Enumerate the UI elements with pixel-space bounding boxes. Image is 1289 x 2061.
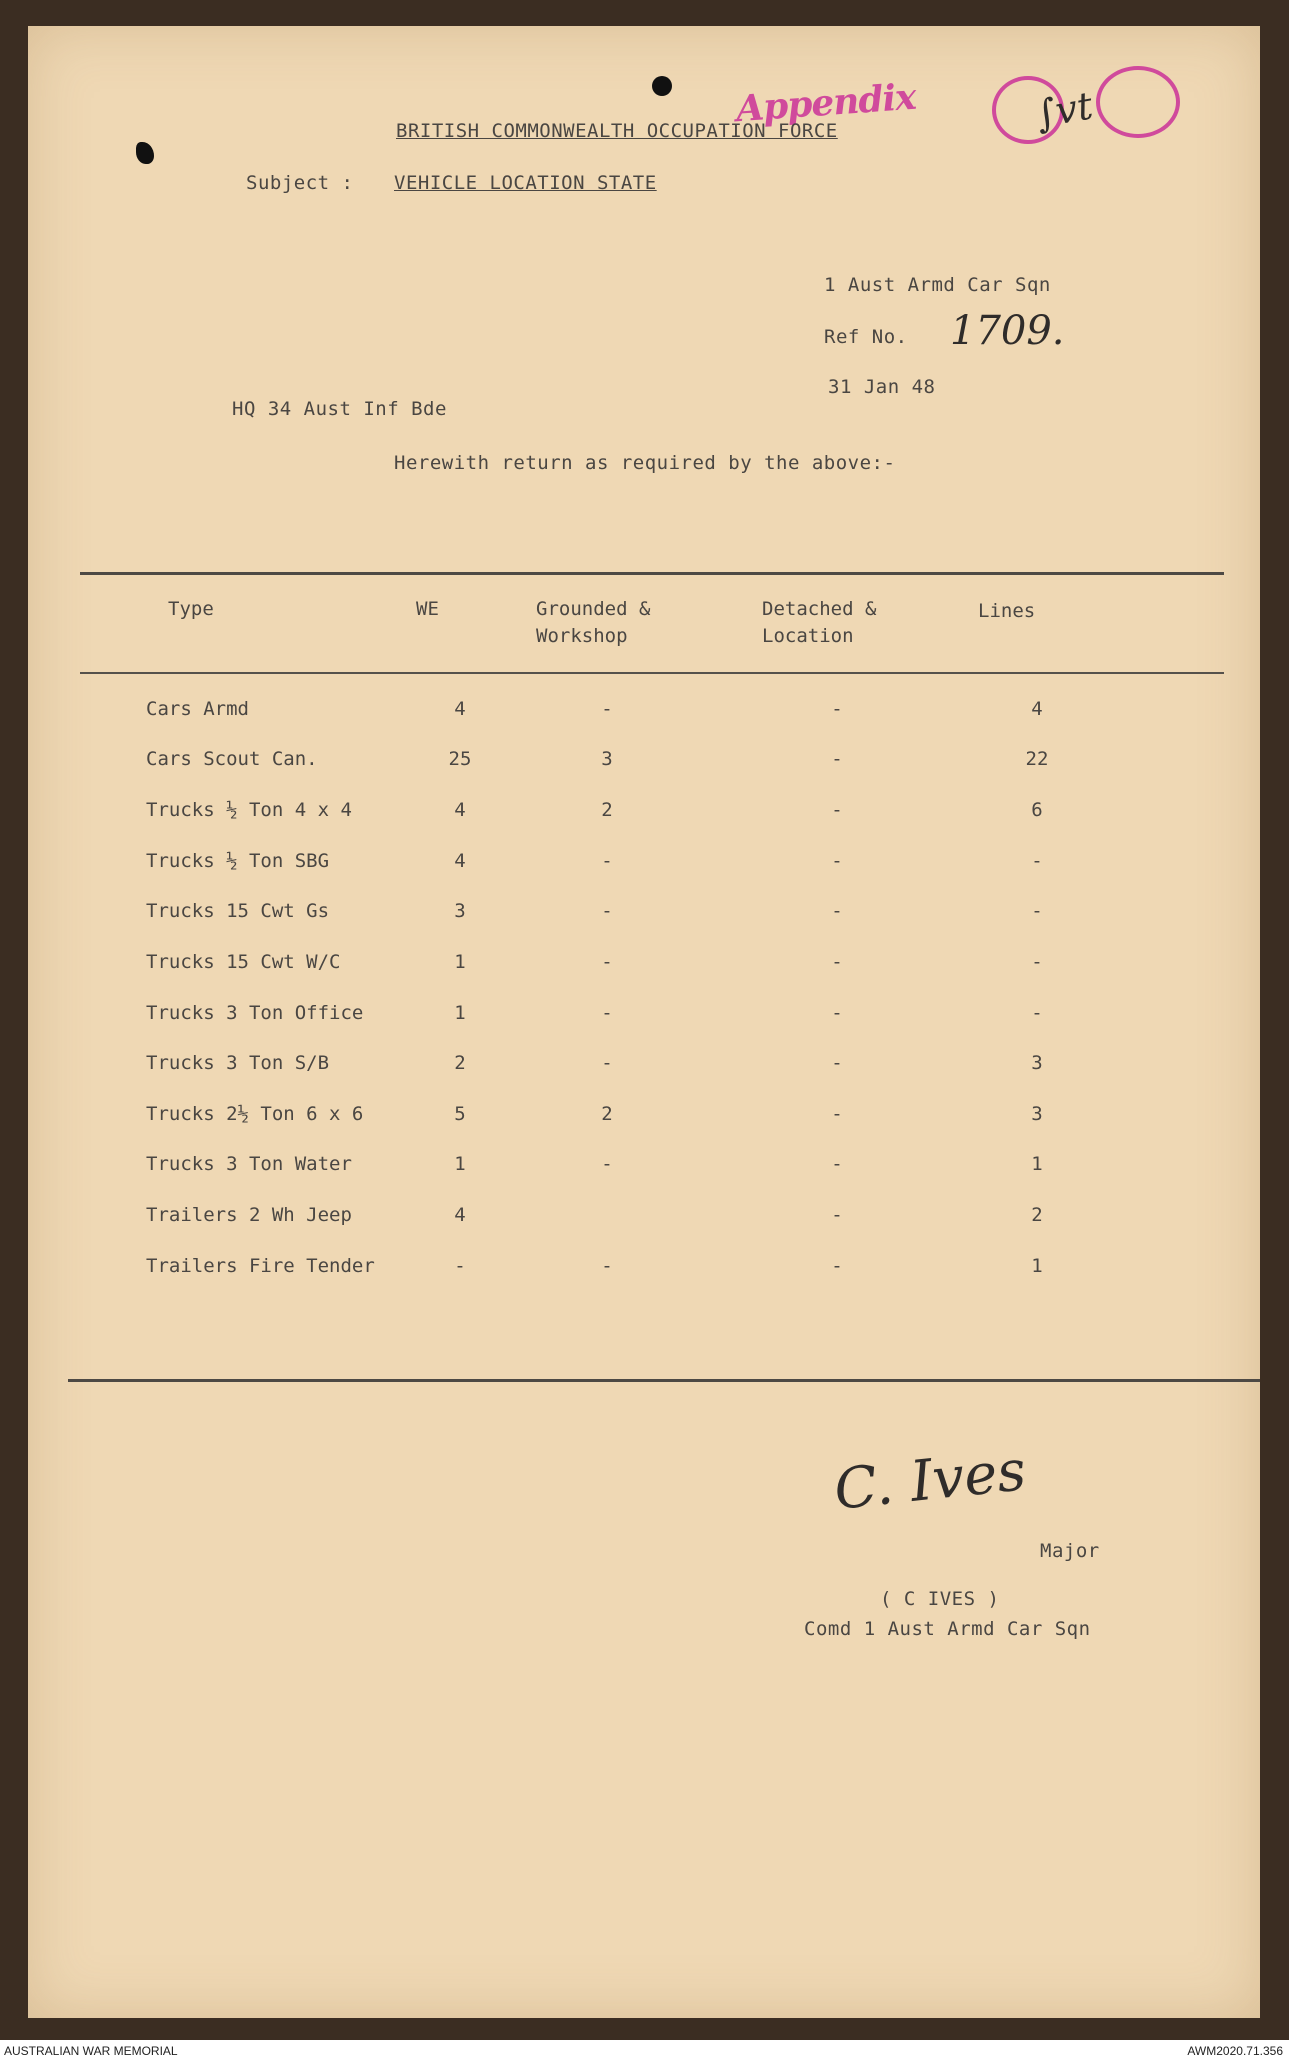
cell-type: Trucks 3 Ton Office xyxy=(146,1002,364,1024)
subject-title: VEHICLE LOCATION STATE xyxy=(394,172,657,194)
appendix-stamp: Appendix xyxy=(734,75,917,131)
header-we: WE xyxy=(416,598,439,620)
ref-label: Ref No. xyxy=(824,326,908,348)
footer-institution: AUSTRALIAN WAR MEMORIAL xyxy=(4,2044,178,2058)
cell-type: Trucks 3 Ton Water xyxy=(146,1153,352,1175)
cell-we: 4 xyxy=(454,799,466,821)
cell-grounded: - xyxy=(601,1153,613,1175)
cell-lines: 22 xyxy=(1025,748,1049,770)
cell-we: 25 xyxy=(448,748,472,770)
cell-detached: - xyxy=(831,1153,843,1175)
cell-detached: - xyxy=(831,900,843,922)
cell-detached: - xyxy=(831,799,843,821)
cell-grounded: 2 xyxy=(601,1103,613,1125)
cell-lines: 3 xyxy=(1031,1052,1043,1074)
cell-detached: - xyxy=(831,1052,843,1074)
cell-grounded: - xyxy=(601,951,613,973)
intro-line: Herewith return as required by the above:- xyxy=(394,452,896,474)
cell-we: 1 xyxy=(454,1002,466,1024)
cell-we: 3 xyxy=(454,900,466,922)
cell-lines: 1 xyxy=(1031,1255,1043,1277)
header-grounded-line1: Grounded & xyxy=(536,598,651,620)
cell-type: Trailers 2 Wh Jeep xyxy=(146,1204,352,1226)
cell-lines: - xyxy=(1031,850,1043,872)
cell-type: Trucks 15 Cwt W/C xyxy=(146,951,341,973)
document-date: 31 Jan 48 xyxy=(828,376,936,398)
punch-hole-top xyxy=(652,76,672,96)
cell-detached: - xyxy=(831,951,843,973)
cell-grounded: - xyxy=(601,900,613,922)
header-lines: Lines xyxy=(978,600,1036,622)
punch-hole-left xyxy=(136,142,154,164)
cell-grounded: - xyxy=(601,850,613,872)
cell-we: 1 xyxy=(454,951,466,973)
cell-grounded: - xyxy=(601,698,613,720)
cell-type: Trucks ½ Ton SBG xyxy=(146,850,330,872)
signatory-name: ( C IVES ) xyxy=(880,1588,1000,1610)
cell-lines: 2 xyxy=(1031,1204,1043,1226)
table-bottom-rule xyxy=(68,1379,1260,1382)
stamp-number-circle xyxy=(1096,66,1180,138)
cell-we: - xyxy=(454,1255,466,1277)
cell-lines: - xyxy=(1031,951,1043,973)
cell-type: Cars Scout Can. xyxy=(146,748,318,770)
cell-we: 4 xyxy=(454,698,466,720)
cell-type: Trucks 15 Cwt Gs xyxy=(146,900,330,922)
cell-type: Trucks 3 Ton S/B xyxy=(146,1052,330,1074)
cell-detached: - xyxy=(831,850,843,872)
document-page xyxy=(28,26,1260,2018)
cell-detached: - xyxy=(831,1204,843,1226)
cell-grounded: 2 xyxy=(601,799,613,821)
cell-lines: 3 xyxy=(1031,1103,1043,1125)
cell-lines: 1 xyxy=(1031,1153,1043,1175)
header-detached-line1: Detached & xyxy=(762,598,877,620)
cell-we: 2 xyxy=(454,1052,466,1074)
subject-label: Subject : xyxy=(246,172,354,194)
cell-we: 5 xyxy=(454,1103,466,1125)
table-header-rule xyxy=(80,672,1224,674)
signatory-appointment: Comd 1 Aust Armd Car Sqn xyxy=(804,1618,1091,1640)
handwritten-signature: C. Ives xyxy=(831,1438,1029,1523)
cell-grounded: 3 xyxy=(601,748,613,770)
cell-lines: - xyxy=(1031,1002,1043,1024)
cell-we: 4 xyxy=(454,850,466,872)
cell-grounded: - xyxy=(601,1052,613,1074)
initials-mark: ∫vt xyxy=(1032,83,1096,137)
cell-type: Trucks 2½ Ton 6 x 6 xyxy=(146,1103,364,1125)
cell-detached: - xyxy=(831,698,843,720)
cell-type: Trucks ½ Ton 4 x 4 xyxy=(146,799,352,821)
signatory-rank: Major xyxy=(1040,1540,1100,1562)
header-grounded-line2: Workshop xyxy=(536,625,628,647)
cell-we: 1 xyxy=(454,1153,466,1175)
header-detached-line2: Location xyxy=(762,625,854,647)
footer-accession-number: AWM2020.71.356 xyxy=(1187,2044,1283,2058)
table-top-rule xyxy=(80,572,1224,575)
cell-detached: - xyxy=(831,1103,843,1125)
cell-grounded: - xyxy=(601,1255,613,1277)
cell-type: Cars Armd xyxy=(146,698,249,720)
cell-we: 4 xyxy=(454,1204,466,1226)
header-type: Type xyxy=(168,598,214,620)
cell-lines: 6 xyxy=(1031,799,1043,821)
cell-detached: - xyxy=(831,748,843,770)
ref-number: 1709. xyxy=(950,308,1065,354)
cell-type: Trailers Fire Tender xyxy=(146,1255,375,1277)
cell-grounded: - xyxy=(601,1002,613,1024)
unit-name: 1 Aust Armd Car Sqn xyxy=(824,274,1051,296)
cell-detached: - xyxy=(831,1255,843,1277)
addressee: HQ 34 Aust Inf Bde xyxy=(232,398,447,420)
document-heading: BRITISH COMMONWEALTH OCCUPATION FORCE xyxy=(396,120,838,142)
cell-lines: - xyxy=(1031,900,1043,922)
cell-lines: 4 xyxy=(1031,698,1043,720)
cell-detached: - xyxy=(831,1002,843,1024)
